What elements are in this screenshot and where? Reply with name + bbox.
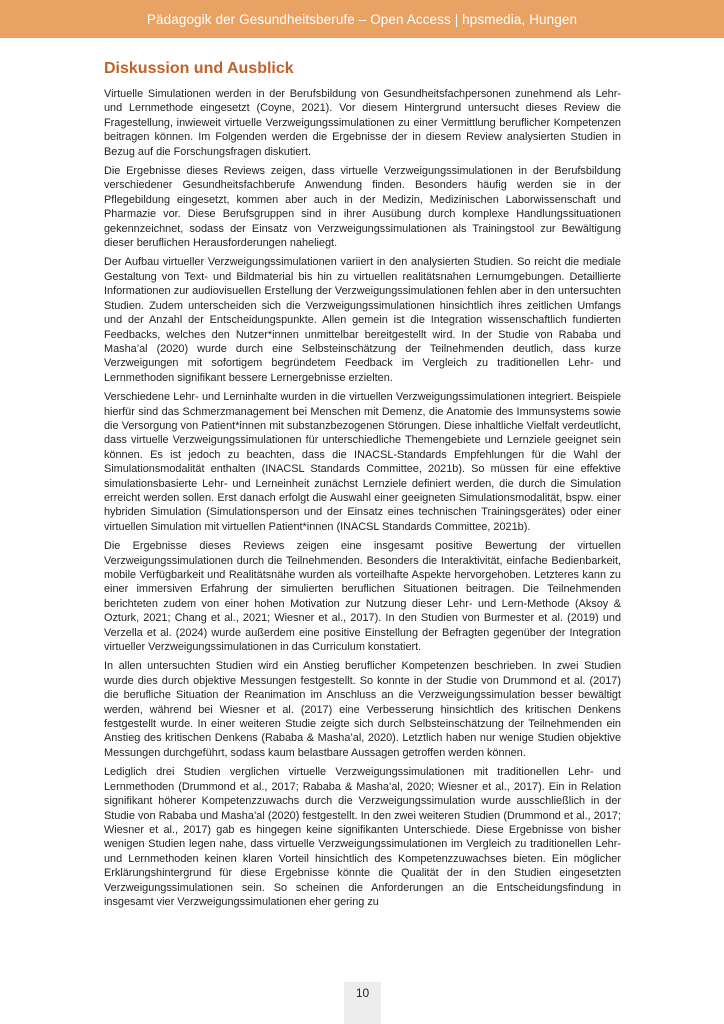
page-number-box [344, 982, 381, 1024]
page-number: 10 [355, 986, 370, 1000]
paragraph-6: In allen untersuchten Studien wird ein Anstieg beruflicher Kompetenzen beschrieben. In zwei Studien wurde dies durch objektive Messungen festgestellt. So konnte in der Studie von Drummond et al. (2017) die berufliche Situation der Reanimation im Anschluss an die Verzweigungssimulation besser bewältigt werden, während bei Wiesner et al. (2017) eine Verbesserung hinsichtlich des kritischen Denkens festgestellt wurde. In einer weiteren Studie zeigte sich durch Selbsteinschätzung der Teilnehmenden ein Anstieg des kritischen Denkens (Rababa & Masha’al, 2020). Letztlich haben nur wenige Studien objektive Messungen durchgeführt, sodass kaum belastbare Aussagen getroffen werden können. [104, 660, 621, 759]
journal-header-band [0, 0, 724, 38]
paragraph-5: Die Ergebnisse dieses Reviews zeigen eine insgesamt positive Bewertung der virtuellen Verzweigungssimulationen durch die Teilnehmenden. Besonders die Interaktivität, einfache Bedienbarkeit, mobile Verfügbarkeit und Realitätsnähe wurden als vorteilhafte Aspekte hervorgehoben. Letzteres kann zu einer immersiven Erfahrung der simulierten beruflichen Situationen beitragen. Die Teilnehmenden berichteten zudem von einer hohen Motivation zur Nutzung dieser Lehr- und Lern-Methode (Aksoy & Ozturk, 2021; Chang et al., 2021; Wiesner et al., 2017). In den Studien von Burmester et al. (2019) und Verzella et al. (2024) wurde außerdem eine positive Einstellung der Befragten gegenüber der Integration virtueller Verzweigungssimulationen in das Curriculum konstatiert. [104, 540, 621, 654]
paragraph-7: Lediglich drei Studien verglichen virtuelle Verzweigungssimulationen mit traditionellen Lehr- und Lernmethoden (Drummond et al., 2017; Rababa & Masha’al, 2020; Wiesner et al., 2017). Ein in Relation signifikant höherer Kompetenzzuwachs durch die Verzweigungssimulation wurde ausschließlich in der Studie von Rababa und Masha’al (2020) festgestellt. In den zwei weiteren Studien (Drummond et al., 2017; Wiesner et al., 2017) gab es hingegen keine signifikanten Unterschiede. Diese Ergebnisse von bisher wenigen Studien legen nahe, dass virtuelle Verzweigungssimulationen im Vergleich zu traditionellen Lehr- und Lernmethoden keinen klaren Vorteil hinsichtlich des Kompetenzzuwachses bieten. Ein möglicher Erklärungshintergrund für diese Ergebnisse könnte die Qualität der in den Studien eingesetzten Verzweigungssimulationen sein. So scheinen die Anforderungen an die Entscheidungsfindung in insgesamt vier Verzweigungssimulationen eher gering zu [104, 766, 621, 908]
paragraph-1: Virtuelle Simulationen werden in der Berufsbildung von Gesundheitsfachpersonen zunehmend als Lehr- und Lernmethode eingesetzt (Coyne, 2021). Vor diesem Hintergrund untersucht dieses Review die Fragestellung, inwieweit virtuelle Verzweigungssimulationen zu einer Vermittlung beruflicher Kompetenzen beitragen können. Im Folgenden werden die Ergebnisse der in diesem Review analysierten Studien in Bezug auf die Forschungsfragen diskutiert. [104, 88, 621, 158]
paragraph-3: Der Aufbau virtueller Verzweigungssimulationen variiert in den analysierten Studien. So reicht die mediale Gestaltung von Text- und Bildmaterial bis hin zu virtuellen realitätsnahen Lernumgebungen. Detaillierte Informationen zur audiovisuellen Erstellung der Verzweigungssimulationen fehlen aber in den untersuchten Studien. Zudem unterscheiden sich die Verzweigungssimulationen hinsichtlich ihres zeitlichen Umfangs und der Anzahl der Entscheidungspunkte. Allen gemein ist die Integration wissenschaftlich fundierten Feedbacks, welches den Nutzer*innen unmittelbar bereitgestellt wird. In der Studie von Rababa und Masha’al (2020) wurde durch eine Selbsteinschätzung der Teilnehmenden deutlich, dass kurze Verzweigungen mit sofortigem begründetem Feedback im Vergleich zu traditionellen Lehr- und Lernmethoden signifikant bessere Lernergebnisse erzielten. [104, 256, 621, 384]
paragraph-2: Die Ergebnisse dieses Reviews zeigen, dass virtuelle Verzweigungssimulationen in der Berufsbildung verschiedener Gesundheitsfachberufe Anwendung finden. Besonders häufig werden sie in der Pflegebildung eingesetzt, kommen aber auch in der Medizin, Medizinischen Laborwissenschaft und Pharmazie vor. Diese Berufsgruppen sind in ihrer Ausübung durch komplexe Handlungssituationen gekennzeichnet, sodass der Einsatz von Verzweigungssimulationen als Trainingstool zur Bewältigung dieser beruflichen Herausforderungen naheliegt. [104, 165, 621, 250]
paragraph-4: Verschiedene Lehr- und Lerninhalte wurden in die virtuellen Verzweigungssimulationen integriert. Beispiele hierfür sind das Schmerzmanagement bei Menschen mit Demenz, die Anatomie des Immunsystems sowie die Versorgung von Patient*innen mit substanzbezogenen Störungen. Diese inhaltliche Vielfalt verdeutlicht, dass virtuelle Verzweigungssimulationen für unterschiedliche Themengebiete und Lernziele geeignet sein können. Es ist jedoch zu beachten, dass die INACSL-Standards Empfehlungen für die Wahl der Simulationsmodalität enthalten (INACSL Standards Committee, 2021b). So müssen für eine effektive simulationsbasierte Lehr- und Lerneinheit zunächst Lernziele definiert werden, die durch die Simulation erreicht werden sollen. Erst danach erfolgt die Auswahl einer geeigneten Simulationsmodalität, bspw. einer hybriden Simulation (Simulationsperson und der Einsatz eines technischen Trainingsgerätes) oder einer virtuellen Simulation mit virtuellen Patient*innen (INACSL Standards Committee, 2021b). [104, 391, 621, 533]
article-body [104, 58, 621, 914]
section-heading: Diskussion und Ausblick [104, 60, 294, 77]
journal-header-text: Pädagogik der Gesundheitsberufe – Open Access | hpsmedia, Hungen [146, 11, 578, 27]
